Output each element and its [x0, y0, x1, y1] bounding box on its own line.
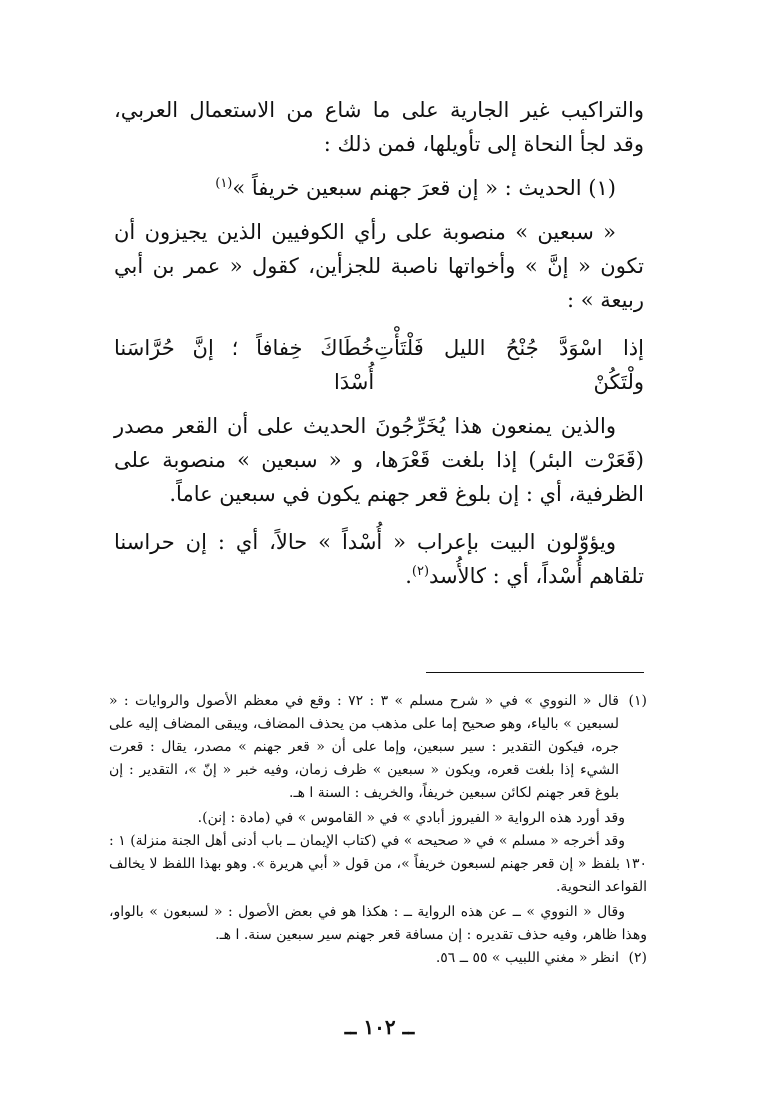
footnote-2-number: (٢)	[628, 950, 647, 966]
verse-first-hemistich: إذا اسْوَدَّ جُنْحُ الليل فَلْتَأْتِ ولْتَكُنْ	[374, 336, 644, 394]
footnote-divider	[426, 672, 644, 673]
hadith-text: (١) الحديث : « إن قعرَ جهنم سبعين خريفاً »	[232, 176, 616, 200]
footnote-1-paragraph-2: وقد أورد هذه الرواية « الفيروز أبادي » في « القاموس » في (مادة : إنن).	[197, 810, 625, 826]
footnote-ref-1[interactable]: (١)	[215, 176, 233, 191]
footnote-1-text: قال « النووي » في « شرح مسلم » ٣ : ٧٢ : وقع في معظم الأصول والروايات : « لسبعين » بالياء، وهو صحيح إما على مذهب من يحذف المضاف، ويبقى المضاف إليه على جره، فيكون التقدير : سير سبعين، وإما على أن « قعر جهنم » مصدر، يقال : قعرت الشيء إذا بلغت قعره، ويكون « سبعين » ظرف زمان، وفيه خبر « إنّ »، التقدير : إن بلوغ قعر جهنم لكائن سبعين خريفاً، والخريف : السنة ا هـ.	[109, 693, 619, 801]
footnote-1-number: (١)	[628, 693, 647, 709]
main-text	[114, 93, 644, 593]
footnote-ref-2[interactable]: (٢)	[411, 564, 430, 579]
hadith-line	[114, 171, 644, 205]
footnote-2	[109, 947, 647, 970]
paragraph-intro: والتراكيب غير الجارية على ما شاع من الاستعمال العربي، وقد لجأ النحاة إلى تأويلها، فمن ذلك :	[114, 98, 644, 156]
page-number: ــ ١٠٢ ــ	[344, 1015, 415, 1039]
footnote-1	[109, 690, 647, 805]
footnote-1-paragraph-3: وقد أخرجه « مسلم » في « صحيحه » في (كتاب الإيمان ــ باب أدنى أهل الجنة منزلة) ١ : ١٣٠ بلفظ « إن قعر جهنم لسبعون خريفاً »، من قول « أبي هريرة ». وهو بهذا اللفظ لا يخالف القواعد النحوية.	[109, 833, 647, 895]
verse-parsing-end: .	[405, 564, 412, 588]
verse-second-hemistich: خُطَاكَ خِفافاً ؛ إنَّ حُرَّاسَنا أُسْدَا	[114, 336, 375, 394]
footnotes	[109, 690, 647, 970]
footnote-2-text: انظر « مغني اللبيب » ٥٥ ــ ٥٦.	[435, 950, 619, 966]
footnote-1-paragraph-4: وقال « النووي » ــ عن هذه الرواية ــ : هكذا هو في بعض الأصول : « لسبعون » بالواو، وهذا ظاهر، وفيه حذف تقديره : إن مسافة قعر جهنم سير سبعين سنة. ا هـ.	[109, 904, 647, 943]
poetry-verse	[114, 331, 644, 399]
paragraph-interpretation: والذين يمنعون هذا يُخَرِّجُونَ الحديث على أن القعر مصدر (قَعَرْت البئر) إذا بلغت قَعْرَها، و « سبعين » منصوبة على الظرفية، أي : إن بلوغ قعر جهنم يكون في سبعين عاماً.	[114, 414, 644, 506]
verse-parsing-text: ويؤوّلون البيت بإعراب « أُسْداً » حالاً، أي : إن حراسنا تلقاهم أُسْداً، أي : كالأُسد	[114, 530, 644, 588]
paragraph-verse-parsing	[114, 525, 644, 593]
paragraph-kufans: « سبعين » منصوبة على رأي الكوفيين الذين يجيزون أن تكون « إنَّ » وأخواتها ناصبة للجزأين، كقول « عمر بن أبي ربيعة » :	[114, 220, 644, 312]
